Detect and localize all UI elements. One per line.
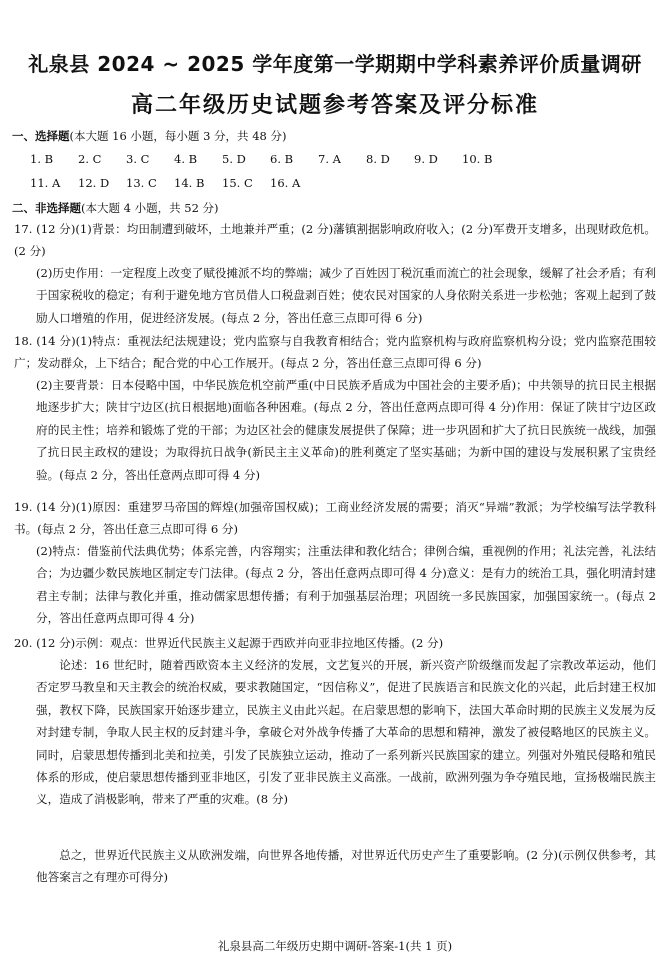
answer-item: 6. B (270, 152, 294, 166)
answer-item: 4. B (174, 152, 198, 166)
answer-item: 5. D (222, 152, 246, 166)
answer-item: 11. A (30, 176, 61, 190)
section-heading-nonchoice (12, 200, 219, 216)
question-20-part-1: 20. (12 分)示例：观点：世界近代民族主义起源于西欧并向亚非拉地区传播。(2 分) (14, 636, 444, 650)
question-19-part-1: 19. (14 分)(1)原因：重建罗马帝国的辉煌(加强帝国权威)；工商业经济发展的需要；消灭“异端”教派；为学校编写法学教科书。(每点 2 分，答出任意三点即可得 6 分) (14, 500, 656, 537)
page-footer: 礼泉县高二年级历史期中调研-答案-1(共 1 页) (217, 939, 453, 953)
section-heading-choice (12, 128, 287, 144)
answer-item: 16. A (270, 176, 301, 190)
answer-item: 15. C (222, 176, 253, 190)
page-title: 礼泉县 2024 ~ 2025 学年度第一学期期中学科素养评价质量调研 (28, 52, 642, 76)
question-20-argument: 论述：16 世纪时，随着西欧资本主义经济的发展，文艺复兴的开展，新兴资产阶级继而发起了宗教改革运动，他们否定罗马教皇和天主教会的统治权威，要求教随国定，“因信称义”，促进了民族语言和民族文化的兴起，此后封建王权加强，教权下降，民族国家开始逐步建立，民族主义由此兴起。在启蒙思想的影响下，法国大革命时期的民族主义发展为反对封建专制，争取人民主权的反封建斗争，拿破仑对外战争传播了大革命的思想和精神，激发了被侵略地区的民族主义。同时，启蒙思想传播到北美和拉美，引发了民族独立运动，推动了一系列新兴民族国家的建立。列强对外殖民侵略和殖民体系的形成，使启蒙思想传播到亚非地区，引发了亚非民族主义高涨。一战前，欧洲列强为争夺殖民地，宣扬极端民族主义，造成了消极影响，带来了严重的灾难。(8 分) (36, 658, 656, 807)
question-18-part-1: 18. (14 分)(1)特点：重视法纪法规建设；党内监察与自我教育相结合；党内监察机构与政府监察机构分设；党内监察范围较广；发动群众，上下结合；配合党的中心工作展开。(每点 2 分，答出任意三点即可得 6 分) (14, 334, 656, 371)
question-17-part-2: (2)历史作用：一定程度上改变了赋役摊派不均的弊端；减少了百姓因丁税沉重而流亡的社会现象，缓解了社会矛盾；有利于国家税收的稳定；有利于避免地方官员借人口税盘剥百姓；使农民对国家的人身依附关系进一步松弛；客观上起到了鼓励人口增殖的作用，促进经济发展。(每点 2 分，答出任意三点即可得 6 分) (36, 266, 656, 325)
answer-item: 8. D (366, 152, 390, 166)
answer-item: 1. B (30, 152, 54, 166)
answer-item: 14. B (174, 176, 205, 190)
answer-item: 9. D (414, 152, 438, 166)
answer-item: 3. C (126, 152, 150, 166)
answer-row-1 (30, 152, 510, 166)
answer-item: 12. D (78, 176, 110, 190)
question-18-part-2: (2)主要背景：日本侵略中国，中华民族危机空前严重(中日民族矛盾成为中国社会的主要矛盾)；中共领导的抗日民主根据地逐步扩大；陕甘宁边区(抗日根据地)面临各种困难。(每点 2 分，答出任意两点即可得 4 分)作用：保证了陕甘宁边区政府的民主性；培养和锻炼了党的干部；为边区社会的健康发展提供了保障；进一步巩固和扩大了抗日民族统一战线，加强了抗日民主政权的建设；为取得抗日战争(新民主主义革命)的胜利奠定了坚实基础；为新中国的建设与发展积累了宝贵经验。(每点 2 分，答出任意两点即可得 4 分) (36, 378, 656, 482)
question-19-part-2: (2)特点：借鉴前代法典优势；体系完善，内容翔实；注重法律和教化结合；律例合编，重视例的作用；礼法完善，礼法结合；为边疆少数民族地区制定专门法律。(每点 2 分，答出任意两点即可得 4 分)意义：是有力的统治工具，强化明清封建君主专制；法律与教化并重，推动儒家思想传播；有利于加强基层治理；巩固统一多民族国家，加强国家统一。(每点 2 分，答出任意两点即可得 4 分) (36, 544, 656, 626)
page-subtitle: 高二年级历史试题参考答案及评分标准 (130, 93, 539, 118)
section-label: 一、选择题 (12, 129, 70, 143)
answer-item: 2. C (78, 152, 102, 166)
answer-item: 7. A (318, 152, 341, 166)
question-20-conclusion: 总之，世界近代民族主义从欧洲发端，向世界各地传播，对世界近代历史产生了重要影响。(2 分)(示例仅供参考，其他答案言之有理亦可得分) (36, 848, 656, 885)
answer-row-2 (30, 176, 318, 190)
section-note: (本大题 16 小题，每小题 3 分，共 48 分) (69, 129, 287, 143)
answer-item: 10. B (462, 152, 493, 166)
question-17-part-1: 17. (12 分)(1)背景：均田制遭到破坏，土地兼并严重；(2 分)藩镇割据影响政府收入；(2 分)军费开支增多，出现财政危机。(2 分) (14, 222, 656, 259)
answer-item: 13. C (126, 176, 157, 190)
section-note: (本大题 4 小题，共 52 分) (81, 201, 219, 215)
section-label: 二、非选择题 (12, 201, 81, 215)
